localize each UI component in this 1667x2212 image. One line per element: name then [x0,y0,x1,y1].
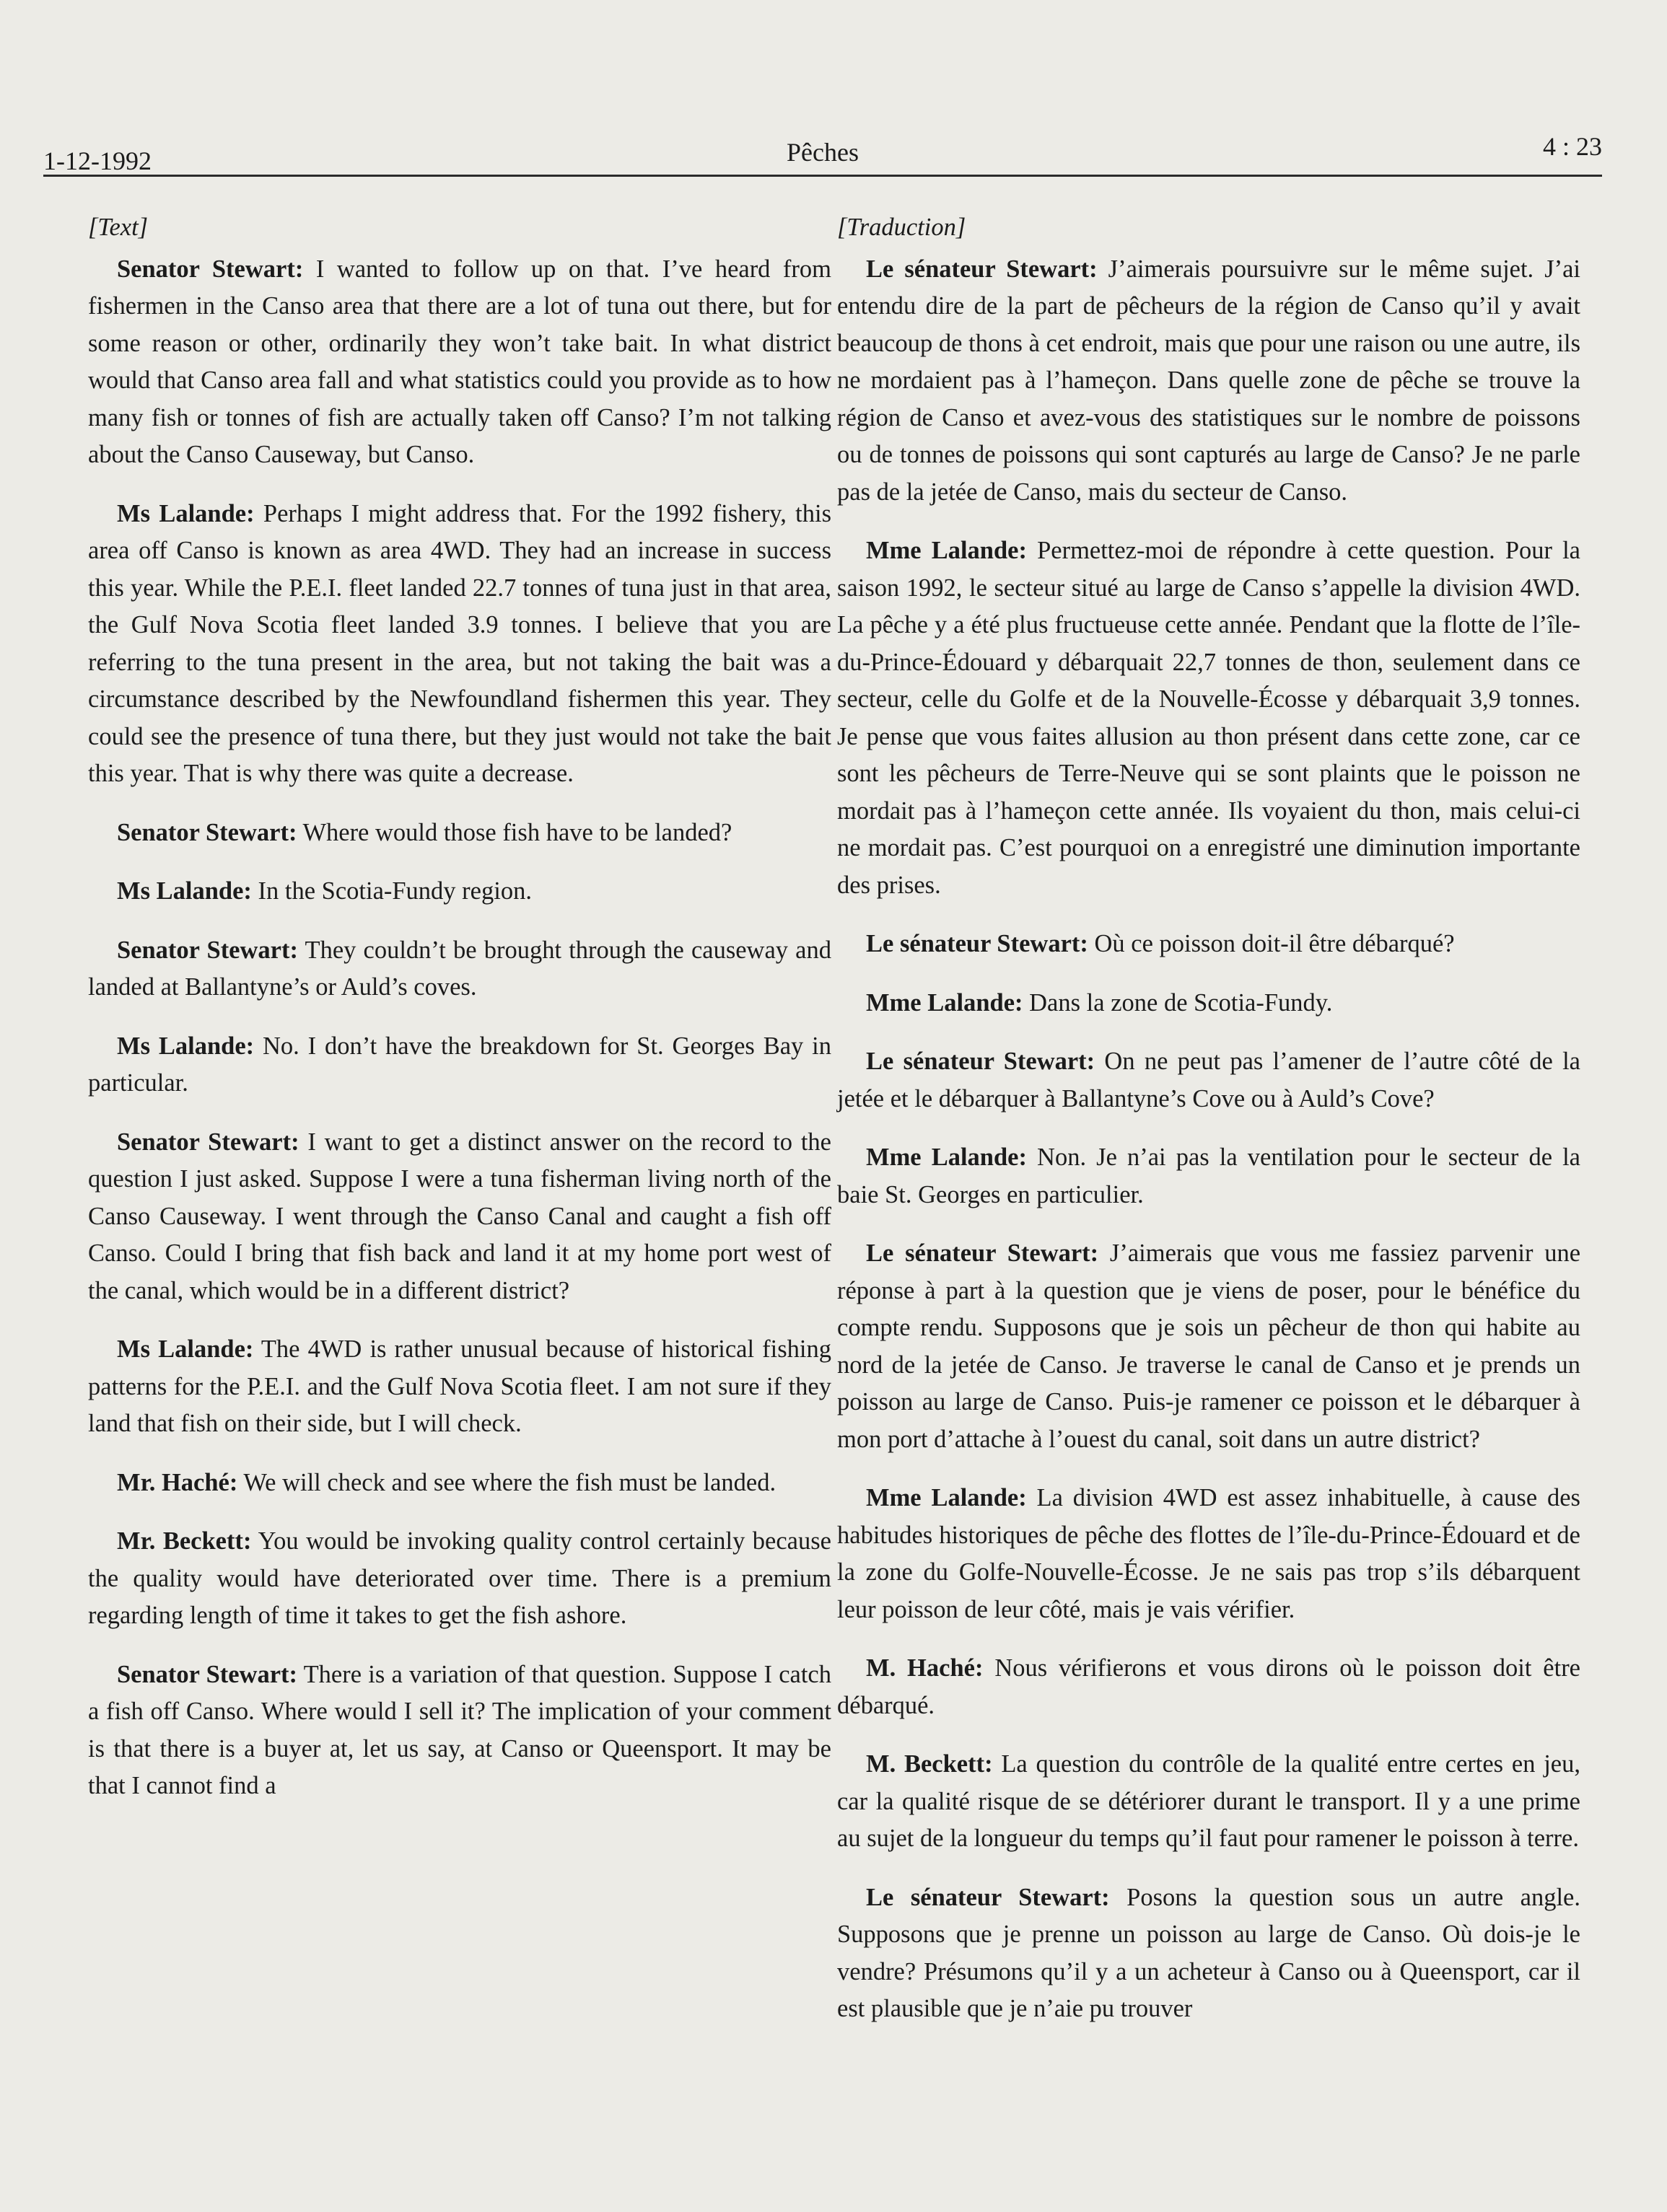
speaker-name: Ms Lalande: [117,877,252,905]
transcript-paragraph [88,1331,831,1443]
transcript-paragraph [837,1480,1580,1628]
transcript-paragraph [88,1124,831,1310]
transcript-paragraph [88,932,831,1006]
speech-text: I want to get a distinct answer on the record to the question I just asked. Suppose I were a tuna fisherman living north of the Canso Causeway. I went through the Canso Canal and caught a fish off Canso. Could I bring that fish back and land it at my home port west of the canal, which would be in a different district? [88,1128,831,1304]
transcript-paragraph [837,251,1580,512]
speaker-name: Ms Lalande: [117,499,255,527]
speaker-name: Le sénateur Stewart: [866,255,1098,283]
speaker-name: Mme Lalande: [866,1484,1027,1511]
speech-text: Non. Je n’ai pas la ventilation pour le secteur de la baie St. Georges en particulier. [837,1144,1580,1208]
transcript-paragraph [837,1139,1580,1213]
speech-text: Posons la question sous un autre angle. Supposons que je prenne un poisson au large de Canso. Où dois-je le vendre? Présumons qu’il y a un acheteur à Canso ou à Queensport, car il est plausible que je n’aie pu trouver [837,1883,1580,2022]
speech-text: Nous vérifierons et vous dirons où le poisson doit être débarqué. [837,1654,1580,1719]
speech-text: On ne peut pas l’amener de l’autre côté de la jetée et le débarquer à Ballantyne’s Cove ou à Auld’s Cove? [837,1048,1580,1112]
speech-text: Where would those fish have to be landed? [297,818,732,846]
speaker-name: M. Haché: [866,1654,984,1682]
speaker-name: Mme Lalande: [866,1144,1027,1171]
speaker-name: Le sénateur Stewart: [866,930,1088,957]
speech-text: Où ce poisson doit-il être débarqué? [1088,930,1455,957]
transcript-paragraph [837,532,1580,904]
english-column [88,209,831,1827]
speaker-name: Senator Stewart: [117,1128,299,1156]
header-page-number: 4 : 23 [1542,132,1602,161]
speech-text: Permettez-moi de répondre à cette question. Pour la saison 1992, le secteur situé au large de Canso s’appelle la division 4WD. La pêche y a été plus fructueuse cette année. Pendant que la flotte de l’île-du-Prince-Édouard y débarquait 22,7 tonnes de thon, seulement dans ce secteur, celle du Golfe et de la Nouvelle-Écosse y débarquait 3,9 tonnes. Je pense que vous faites allusion au thon présent dans cette zone, car ce sont les pêcheurs de Terre-Neuve qui se sont plaints que le poisson ne mordait pas à l’hameçon cette année. Ils voyaient du thon, mais celui-ci ne mordait pas. C’est pourquoi on a enregistré une diminution importante des prises. [837,537,1580,899]
speech-text: In the Scotia-Fundy region. [251,877,532,905]
transcript-paragraph [837,1879,1580,2028]
transcript-paragraph [88,1028,831,1102]
transcript-paragraph [88,815,831,852]
speaker-name: Ms Lalande: [117,1335,254,1363]
speaker-name: Le sénateur Stewart: [866,1239,1099,1267]
speaker-name: M. Beckett: [866,1750,993,1778]
speaker-name: Le sénateur Stewart: [866,1048,1095,1075]
speaker-name: Senator Stewart: [117,936,298,964]
speech-text: You would be invoking quality control certainly because the quality would have deteriorated over time. There is a premium regarding length of time it takes to get the fish ashore. [88,1527,831,1629]
speech-text: La question du contrôle de la qualité entre certes en jeu, car la qualité risque de se détériorer durant le transport. Il y a une prime au sujet de la longueur du temps qu’il faut pour ramener le poisson à terre. [837,1750,1580,1852]
transcript-paragraph [837,1235,1580,1458]
speaker-name: Le sénateur Stewart: [866,1883,1110,1911]
transcript-paragraph [837,1043,1580,1118]
speaker-name: Senator Stewart: [117,818,297,846]
transcript-paragraph [88,496,831,793]
speaker-name: Mme Lalande: [866,988,1023,1017]
speech-text: The 4WD is rather unusual because of historical fishing patterns for the P.E.I. and the Gulf Nova Scotia fleet. I am not sure if they land that fish on their side, but I will check. [88,1335,831,1437]
transcript-paragraph [88,1656,831,1805]
transcript-paragraph [837,926,1580,963]
header-date: 1-12-1992 [43,146,152,175]
transcript-paragraph [837,1746,1580,1858]
speaker-name: Ms Lalande: [117,1032,255,1060]
speaker-name: Senator Stewart: [117,255,304,283]
transcript-paragraph [88,1465,831,1502]
speech-text: No. I don’t have the breakdown for St. Georges Bay in particular. [88,1032,831,1097]
speaker-name: Senator Stewart: [117,1660,298,1688]
header-title: Pêches [787,138,859,167]
speech-text: I wanted to follow up on that. I’ve heard from fishermen in the Canso area that there are a lot of tuna out there, but for some reason or other, ordinarily they won’t take bait. In what district would that Canso area fall and what statistics could you provide as to how many fish or tonnes of fish are actually taken off Canso? I’m not talking about the Canso Causeway, but Canso. [88,255,831,468]
speaker-name: Mr. Beckett: [117,1527,252,1555]
transcript-paragraph [88,1523,831,1635]
speaker-name: Mme Lalande: [866,537,1027,564]
page-header [43,131,1602,177]
transcript-paragraph [837,985,1580,1022]
transcript-paragraph [88,251,831,474]
speech-text: They couldn’t be brought through the causeway and landed at Ballantyne’s or Auld’s coves. [88,936,831,1001]
speech-text: La division 4WD est assez inhabituelle, à cause des habitudes historiques de pêche des flottes de l’île-du-Prince-Édouard et de la zone du Golfe-Nouvelle-Écosse. Je ne sais pas trop s’ils débarquent leur poisson de leur côté, mais je vais vérifier. [837,1484,1580,1623]
transcript-paragraph [837,1650,1580,1724]
transcript-paragraph [88,873,831,910]
speech-text: Perhaps I might address that. For the 1992 fishery, this area off Canso is known as area 4WD. They had an increase in success this year. While the P.E.I. fleet landed 22.7 tonnes of tuna just in that area, the Gulf Nova Scotia fleet landed 3.9 tonnes. I believe that you are referring to the tuna present in the area, but not taking the bait was a circumstance described by the Newfoundland fishermen this year. They could see the presence of tuna there, but they just would not take the bait this year. That is why there was quite a decrease. [88,499,831,787]
speaker-name: Mr. Haché: [117,1468,238,1496]
speech-text: We will check and see where the fish must be landed. [237,1468,776,1496]
language-tag: [Traduction] [837,214,966,241]
french-column [837,209,1580,2050]
speech-text: J’aimerais que vous me fassiez parvenir une réponse à part à la question que je viens de poser, pour le bénéfice du compte rendu. Supposons que je sois un pêcheur de thon qui habite au nord de la jetée de Canso. Je traverse le canal de Canso et je prends un poisson au large de Canso. Puis-je ramener ce poisson et le débarquer à mon port d’attache à l’ouest du canal, soit dans un autre district? [837,1239,1581,1453]
speech-text: J’aimerais poursuivre sur le même sujet. J’ai entendu dire de la part de pêcheurs de la région de Canso qu’il y avait beaucoup de thons à cet endroit, mais que pour une raison ou une autre, ils ne mordaient pas à l’hameçon. Dans quelle zone de pêche se trouve la région de Canso et avez-vous des statistiques sur le nombre de poissons ou de tonnes de poissons qui sont capturés au large de Canso? Je ne parle pas de la jetée de Canso, mais du secteur de Canso. [837,255,1581,506]
speech-text: Dans la zone de Scotia-Fundy. [1023,988,1333,1017]
speech-text: There is a variation of that question. Suppose I catch a fish off Canso. Where would I sell it? The implication of your comment is that there is a buyer at, let us say, at Canso or Queensport. It may be that I cannot find a [88,1660,831,1799]
language-tag: [Text] [88,214,149,241]
